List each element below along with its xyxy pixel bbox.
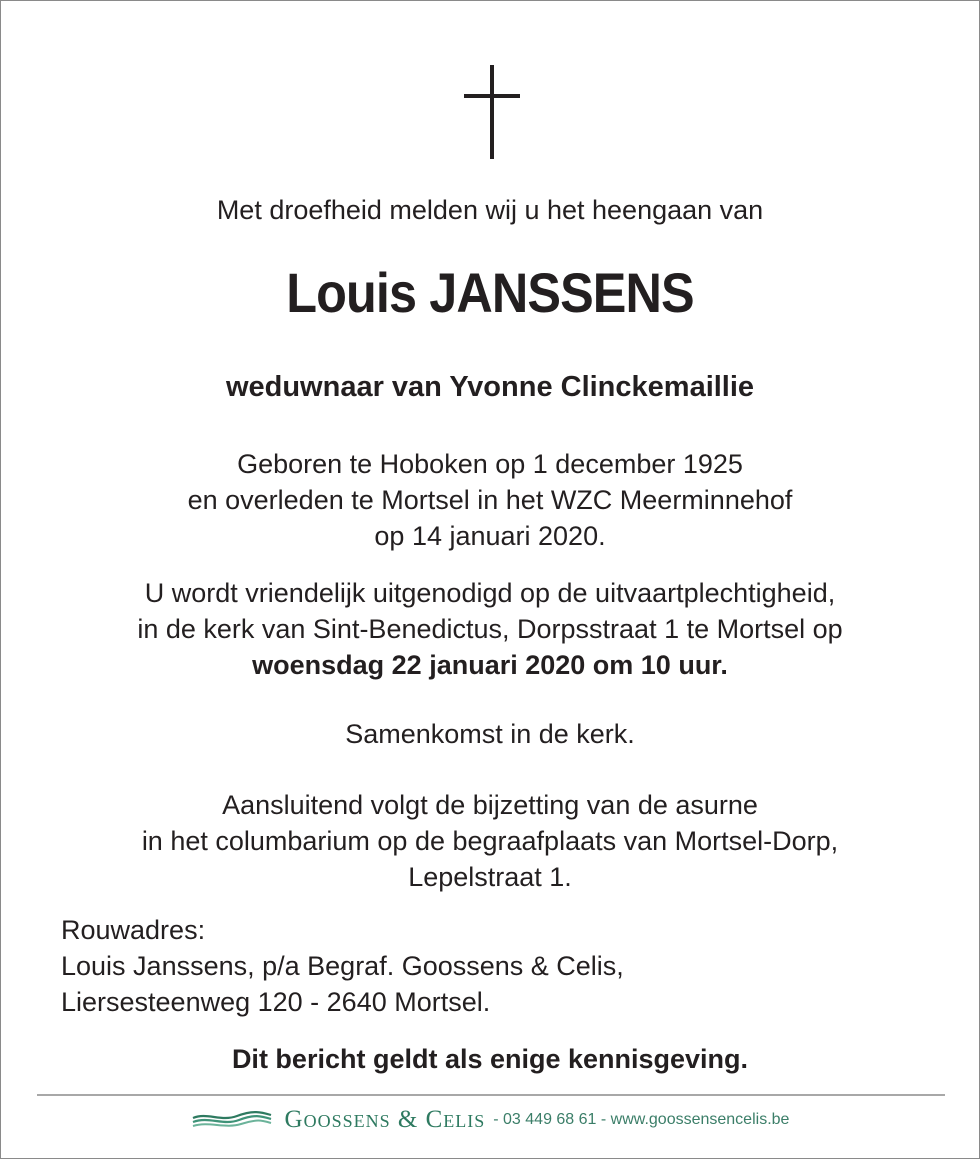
brand-name: Goossens & Celis [284, 1106, 486, 1133]
birth-line: Geboren te Hoboken op 1 december 1925 [237, 449, 743, 479]
footer-divider [37, 1094, 945, 1096]
relation-text: weduwnaar van Yvonne Clinckemaillie [225, 371, 755, 403]
funeral-home-footer [1, 1105, 979, 1135]
invitation-line-2: in de kerk van Sint-Benedictus, Dorpsstraat 1 te Mortsel op [137, 614, 843, 644]
closing-text: Dit bericht geldt als enige kennisgeving. [231, 1044, 749, 1074]
mourning-address-line-2: Liersesteenweg 120 - 2640 Mortsel. [61, 987, 491, 1017]
contact-info: - 03 449 68 61 - www.goossensencelis.be [493, 1111, 790, 1128]
interment-line-1: Aansluitend volgt de bijzetting van de asurne [222, 790, 758, 820]
intro-text: Met droefheid melden wij u het heengaan van [216, 195, 764, 225]
cross-icon [464, 65, 520, 159]
death-place-line: en overleden te Mortsel in het WZC Meerminnehof [187, 485, 793, 515]
death-date-line: op 14 januari 2020. [374, 521, 606, 551]
interment-line-2: in het columbarium op de begraafplaats van Mortsel-Dorp, [141, 826, 839, 856]
mourning-address-line-1: Louis Janssens, p/a Begraf. Goossens & Celis, [61, 951, 624, 981]
ceremony-date: woensdag 22 januari 2020 om 10 uur. [252, 650, 728, 680]
gathering-text: Samenkomst in de kerk. [345, 719, 635, 749]
invitation-line-1: U wordt vriendelijk uitgenodigd op de uitvaartplechtigheid, [144, 578, 836, 608]
mourning-address-label: Rouwadres: [61, 915, 206, 945]
logo-waves-icon [191, 1110, 273, 1130]
deceased-name: Louis JANSSENS [286, 261, 694, 324]
interment-line-3: Lepelstraat 1. [408, 862, 572, 892]
